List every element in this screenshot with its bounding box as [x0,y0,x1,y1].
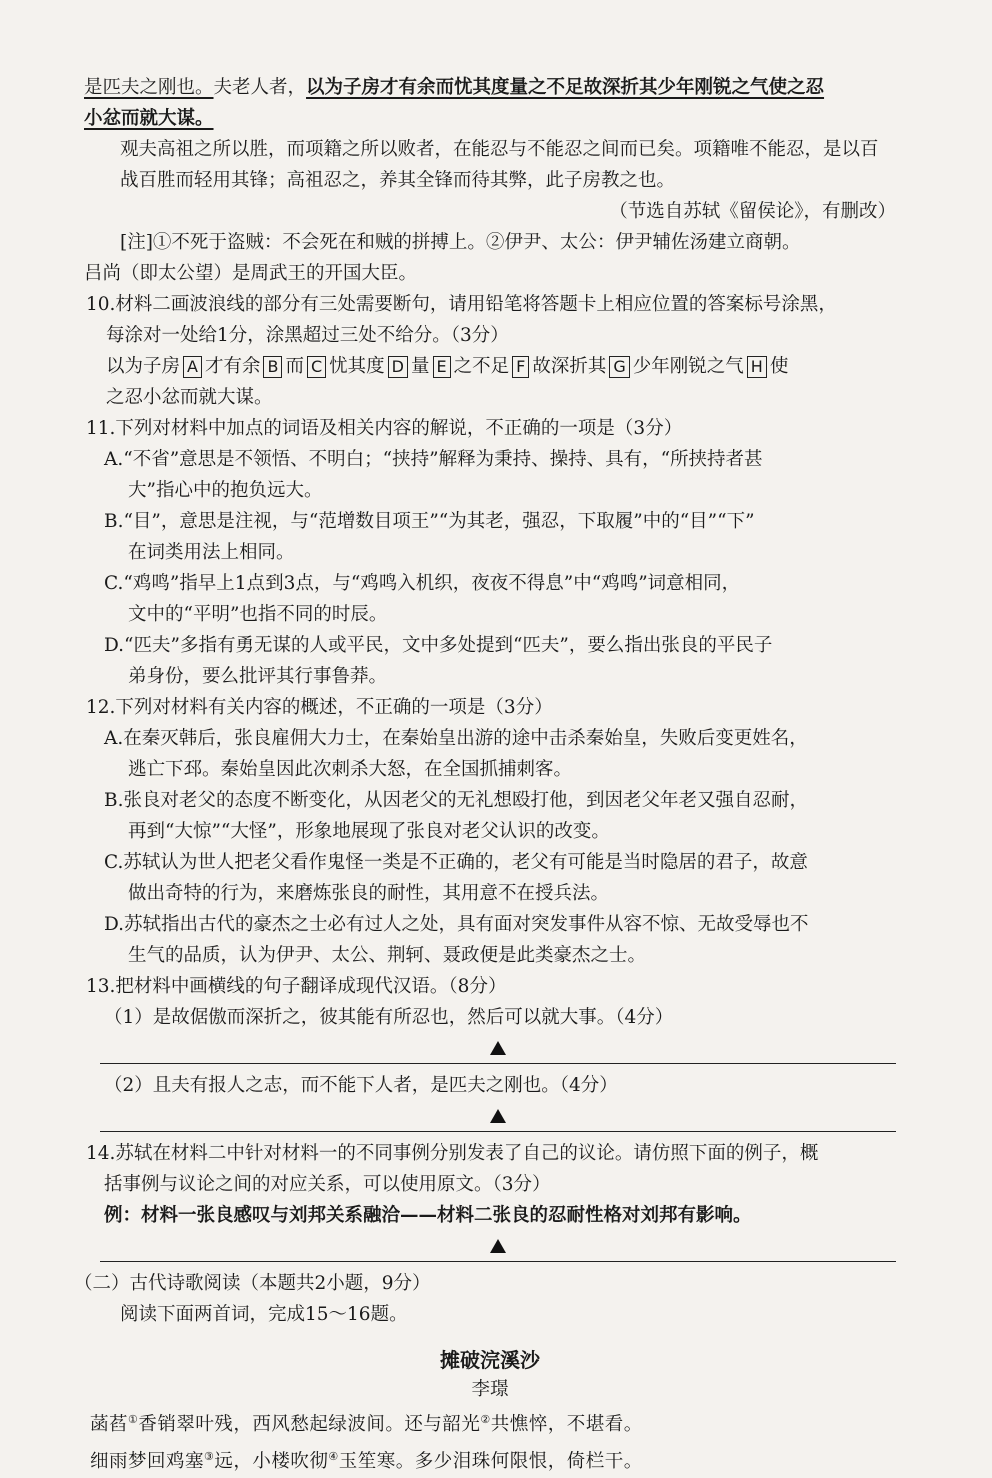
answer-box-c: C [307,356,326,378]
option-text-cont: 大”指心中的抱负远大。 [128,480,323,501]
option-text: D.“匹夫”多指有勇无谋的人或平民，文中多处提到“匹夫”，要么指出张良的平民子 [104,635,773,656]
note-line-2: 吕尚（即太公望）是周武王的开国大臣。 [84,263,418,284]
segment: 以为子房 [106,356,181,377]
poem-text: 香销翠叶残，西风愁起绿波间。还与韶光 [138,1414,481,1436]
poem-text: 玉笙寒。多少泪珠何限恨，倚栏干。 [338,1451,643,1473]
option-text: B.张良对老父的态度不断变化，从因老父的无礼想殴打他，到因老父年老又强自忍耐， [104,790,808,811]
answer-box-e: E [433,356,451,378]
poem-title: 摊破浣溪沙 [440,1348,540,1372]
poem-text: 共憔悴，不堪看。 [490,1414,643,1436]
answer-box-a: A [183,356,202,378]
q11-option-b [84,506,896,537]
answer-box-f: F [512,356,529,378]
option-text: C.苏轼认为世人把老父看作鬼怪一类是不正确的，老父有可能是当时隐居的君子，故意 [104,852,808,873]
segment: 才有余 [204,356,261,377]
poem-author: 李璟 [471,1379,509,1400]
wavy-line-text-2: 小忿而就大谋。 [84,108,214,129]
option-text-cont: 做出奇特的行为，来磨炼张良的耐性，其用意不在授兵法。 [128,883,610,904]
q12-stem: 12.下列对材料有关内容的概述，不正确的一项是（3分） [86,697,553,718]
segment: 故深折其 [532,356,607,377]
underlined-sentence-end: 是匹夫之刚也。 [84,77,214,98]
q10-stem: 10.材料二画波浪线的部分有三处需要断句，请用铅笔将答题卡上相应位置的答案标号涂黑， [86,294,837,315]
q11-stem: 11.下列对材料中加点的词语及相关内容的解说，不正确的一项是（3分） [86,418,683,439]
q14-stem: 14.苏轼在材料二中针对材料一的不同事例分别发表了自己的议论。请仿照下面的例子，概 [86,1143,819,1164]
poem-line-1 [84,1404,896,1441]
poem-text: 细雨梦回鸡塞 [90,1451,205,1473]
option-text: D.苏轼指出古代的豪杰之士必有过人之处，具有面对突发事件从容不惊、无故受辱也不 [104,914,809,935]
footnote-marker: ③ [204,1450,215,1464]
q13-sentence-2: （2）且夫有报人之志，而不能下人者，是匹夫之刚也。（4分） [104,1075,618,1096]
q14-example: 例：材料一张良感叹与刘邦关系融洽——材料二张良的忍耐性格对刘邦有影响。 [104,1205,752,1226]
option-text-cont: 逃亡下邳。秦始皇因此次刺杀大怒，在全国抓捕刺客。 [128,759,573,780]
section-heading: （二）古代诗歌阅读（本题共2小题，9分） [74,1273,431,1294]
passage-paragraph: 观夫高祖之所以胜，而项籍之所以败者，在能忍与不能忍之间而已矣。项籍唯不能忍，是以百战百胜而轻用其锋；高祖忍之，养其全锋而待其弊，此子房教之也。 [120,139,879,191]
wavy-line-text: 以为子房才有余而忧其度量之不足故深折其少年刚锐之气使之忍 [306,77,825,98]
q13-stem: 13.把材料中画横线的句子翻译成现代汉语。（8分） [86,976,507,997]
segment: 量 [411,356,430,377]
note-line-1: [注]①不死于盗贼：不会死在和贼的拼搏上。②伊尹、太公：伊尹辅佐汤建立商朝。 [120,232,801,253]
option-text: C.“鸡鸣”指早上1点到3点，与“鸡鸣入机织，夜夜不得息”中“鸡鸣”词意相同， [104,573,741,594]
answer-box-b: B [263,356,282,378]
q10-stem-2: 每涂对一处给1分，涂黑超过三处不给分。（3分） [106,325,509,346]
q11-option-c [84,568,896,599]
footnote-marker: ① [128,1413,139,1426]
option-text: A.“不省”意思是不领悟、不明白；“挟持”解释为秉持、操持、具有，“所挟持者甚 [104,449,763,470]
answer-line[interactable] [100,1101,896,1132]
segment: 少年刚锐之气 [632,356,744,377]
answer-box-h: H [747,356,767,378]
q13-sentence-1: （1）是故倨傲而深折之，彼其能有所忍也，然后可以就大事。（4分） [104,1007,674,1028]
q12-option-b [84,785,896,816]
option-text-cont: 再到“大惊”“大怪”，形象地展现了张良对老父认识的改变。 [128,821,610,842]
poem-text: 菡萏 [90,1414,129,1436]
segment: 之不足 [453,356,510,377]
segment: 忧其度 [329,356,385,377]
option-text: A.在秦灭韩后，张良雇佣大力士，在秦始皇出游的途中击杀秦始皇，失败后变更姓名， [104,728,808,749]
answer-line[interactable] [100,1231,896,1262]
answer-marker-icon [490,1041,506,1055]
passage-source: （节选自苏轼《留侯论》，有删改） [609,201,896,222]
q11-option-a [84,444,896,475]
q10-breaking-line [84,351,896,382]
q11-option-d [84,630,896,661]
option-text-cont: 弟身份，要么批评其行事鲁莽。 [128,666,388,687]
q12-option-c [84,847,896,878]
option-text: B.“目”，意思是注视，与“范增数目项王”“为其老，强忍，下取履”中的“目”“下” [104,511,755,532]
q10-tail: 之忍小忿而就大谋。 [106,387,273,408]
answer-box-g: G [609,356,629,378]
answer-marker-icon [490,1109,506,1123]
option-text-cont: 文中的“平明”也指不同的时辰。 [128,604,388,625]
poem-text: 远，小楼吹彻 [214,1451,329,1473]
answer-marker-icon [490,1239,506,1253]
segment: 而 [285,356,304,377]
answer-box-d: D [388,356,408,378]
q12-option-d [84,909,896,940]
passage-line-1 [84,72,896,103]
option-text-cont: 在词类用法上相同。 [128,542,295,563]
q12-option-a [84,723,896,754]
footnote-marker: ② [480,1413,491,1426]
segment: 使 [769,356,789,377]
q14-stem-2: 括事例与议论之间的对应关系，可以使用原文。（3分） [104,1174,551,1195]
poem-line-2 [84,1441,896,1478]
passage-line-2 [84,103,896,134]
footnote-marker: ④ [328,1450,339,1464]
section-instruction: 阅读下面两首词，完成15～16题。 [120,1304,408,1325]
option-text-cont: 生气的品质，认为伊尹、太公、荆轲、聂政便是此类豪杰之士。 [128,945,647,966]
passage-text: 夫老人者， [213,77,307,98]
answer-line[interactable] [100,1033,896,1064]
